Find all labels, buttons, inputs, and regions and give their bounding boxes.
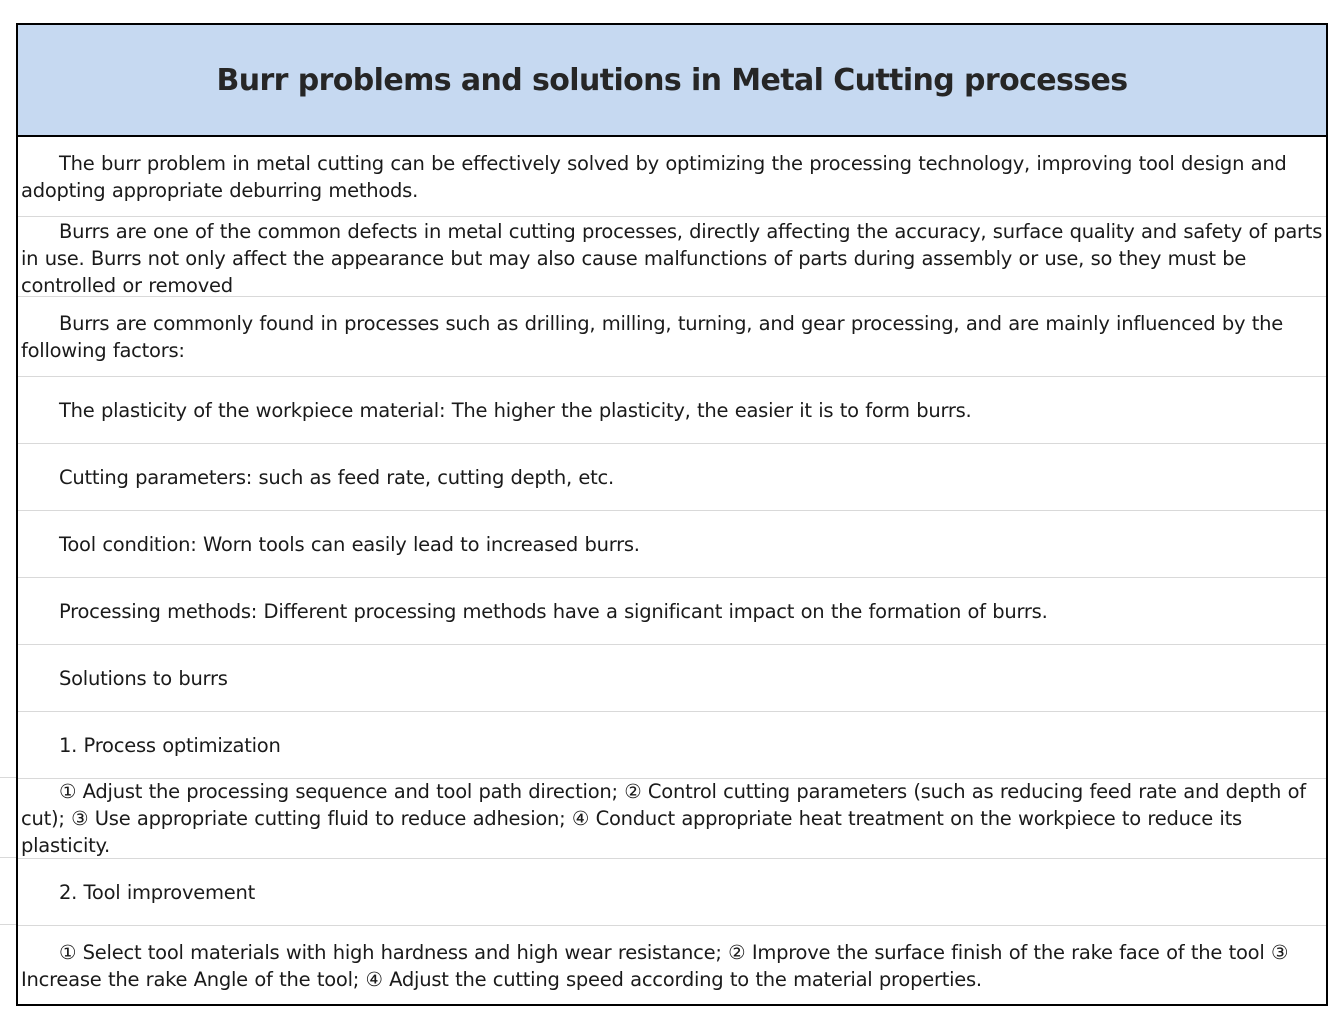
table-row [18,779,1326,859]
paragraph: Cutting parameters: such as feed rate, cutting depth, etc. [59,465,614,489]
table-row [18,511,1326,578]
paragraph: ① Select tool materials with high hardness and high wear resistance; ② Improve the surface finish of the rake face of the tool ③ Increase the rake Angle of the tool; ④ Adjust the cutting speed according to the material properties. [21,941,1289,991]
table-row [18,297,1326,377]
table-row [18,444,1326,511]
table-row [18,712,1326,779]
table-row [18,377,1326,444]
page-title: Burr problems and solutions in Metal Cutting processes [216,62,1128,98]
table-row [18,137,1326,217]
subsection-heading: 2. Tool improvement [59,880,255,904]
title-cell [18,25,1326,137]
paragraph: Burrs are commonly found in processes such as drilling, milling, turning, and gear processing, and are mainly influenced by the following factors: [21,312,1283,362]
paragraph: Tool condition: Worn tools can easily lead to increased burrs. [59,532,640,556]
paragraph: The burr problem in metal cutting can be effectively solved by optimizing the processing technology, improving tool design and adopting appropriate deburring methods. [21,152,1287,202]
paragraph: The plasticity of the workpiece material: The higher the plasticity, the easier it is to form burrs. [59,398,972,422]
section-heading: Solutions to burrs [59,666,228,690]
table-row [18,926,1326,1006]
table-row [18,217,1326,297]
table-row [18,578,1326,645]
grid-line [0,857,16,858]
subsection-heading: 1. Process optimization [59,733,281,757]
grid-line [0,924,16,925]
table-row [18,645,1326,712]
table-row [18,859,1326,926]
paragraph: Processing methods: Different processing methods have a significant impact on the formation of burrs. [59,599,1048,623]
paragraph: Burrs are one of the common defects in metal cutting processes, directly affecting the accuracy, surface quality and safety of parts in use. Burrs not only affect the appearance but may also cause malfunctions of parts during assembly or use, so they must be controlled or removed [21,220,1323,297]
grid-line [0,777,16,778]
paragraph: ① Adjust the processing sequence and tool path direction; ② Control cutting parameters (such as reducing feed rate and depth of cut); ③ Use appropriate cutting fluid to reduce adhesion; ④ Conduct appropriate heat treatment on the workpiece to reduce its plasticity. [21,780,1306,857]
document-table [16,23,1328,1006]
